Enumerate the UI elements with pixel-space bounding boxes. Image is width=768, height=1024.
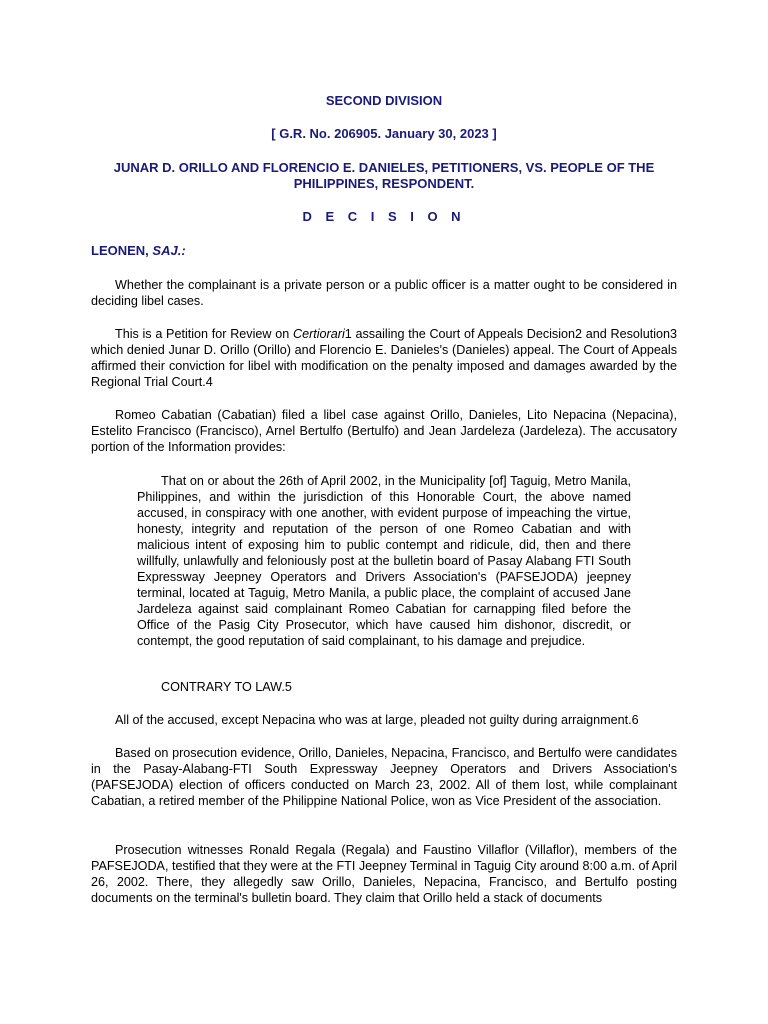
paragraph-3 xyxy=(91,407,677,455)
paragraph-1-text: Whether the complainant is a private person or a public officer is a matter ought to be considered in deciding libel cases. xyxy=(91,278,677,308)
ponente-line xyxy=(91,243,186,259)
paragraph-3-text: Romeo Cabatian (Cabatian) filed a libel case against Orillo, Danieles, Lito Nepacina (Nepacina), Estelito Francisco (Francisco), Arnel Bertulfo (Bertulfo) and Jean Jardeleza (Jardeleza). The accusatory portion of the Information provides: xyxy=(91,408,677,454)
paragraph-2-text-b: 1 assailing the Court of Appeals Decision2 and Resolution3 which denied Junar D. Orillo (Orillo) and Florencio E. Danieles's (Danieles) appeal. The Court of Appeals affirmed their conviction for libel with modification on the penalty imposed and damages awarded by the Regional Trial Court.4 xyxy=(91,327,678,389)
ponente-title: SAJ.: xyxy=(152,243,186,258)
ponente-name: LEONEN, xyxy=(91,243,149,258)
paragraph-5 xyxy=(91,745,677,809)
paragraph-5-text: Based on prosecution evidence, Orillo, Danieles, Nepacina, Francisco, and Bertulfo were candidates in the Pasay-Alabang-FTI South Expressway Jeepney Operators and Drivers Association's (PAFSEJODA) election of officers conducted on March 23, 2002. All of them lost, while complainant Cabatian, a retired member of the Philippine National Police, won as Vice President of the association. xyxy=(91,746,677,808)
paragraph-2-text-a: This is a Petition for Review on xyxy=(115,327,293,341)
paragraph-6-text: Prosecution witnesses Ronald Regala (Regala) and Faustino Villaflor (Villaflor), members of the PAFSEJODA, testified that they were at the FTI Jeepney Terminal in Taguig City around 8:00 a.m. of April 26, 2002. There, they allegedly saw Orillo, Danieles, Nepacina, Francisco, and Bertulfo posting documents on the terminal's bulletin board. They claim that Orillo held a stack of documents xyxy=(91,843,677,905)
paragraph-2-italic: Certiorari xyxy=(292,327,345,341)
information-quote-text: That on or about the 26th of April 2002, in the Municipality [of] Taguig, Metro Manila, Philippines, and within the jurisdiction of this Honorable Court, the above named accused, in conspiracy with one another, with evident purpose of impeaching the virtue, honesty, integrity and reputation of the person of one Romeo Cabatian and with malicious intent of exposing him to public contempt and ridicule, did, then and there willfully, unlawfully and feloniously post at the bulletin board of Pasay Alabang FTI South Expressway Jeepney Operators and Drivers Association's (PAFSEJODA) jeepney terminal, located at Taguig, Metro Manila, a public place, the complaint of accused Jane Jardeleza against said complainant Romeo Cabatian for carnapping filed before the Office of the Pasig City Prosecutor, which have caused him dishonor, discredit, or contempt, the good reputation of said complainant, to his damage and prejudice. xyxy=(137,474,631,648)
case-number: [ G.R. No. 206905. January 30, 2023 ] xyxy=(271,126,497,141)
paragraph-6 xyxy=(91,842,677,906)
decision-label: D E C I S I O N xyxy=(302,209,466,224)
decision-heading xyxy=(0,209,768,225)
division-heading: SECOND DIVISION xyxy=(325,93,443,108)
contrary-to-law-text: CONTRARY TO LAW.5 xyxy=(161,680,292,694)
paragraph-2 xyxy=(91,326,677,390)
paragraph-4 xyxy=(91,712,677,728)
paragraph-1 xyxy=(91,277,677,309)
contrary-to-law xyxy=(137,679,631,695)
paragraph-4-text: All of the accused, except Nepacina who was at large, pleaded not guilty during arraignment.6 xyxy=(115,713,639,727)
case-title: JUNAR D. ORILLO AND FLORENCIO E. DANIELES, PETITIONERS, VS. PEOPLE OF THE PHILIPPINES, RESPONDENT. xyxy=(113,160,655,191)
information-quote xyxy=(137,473,631,649)
